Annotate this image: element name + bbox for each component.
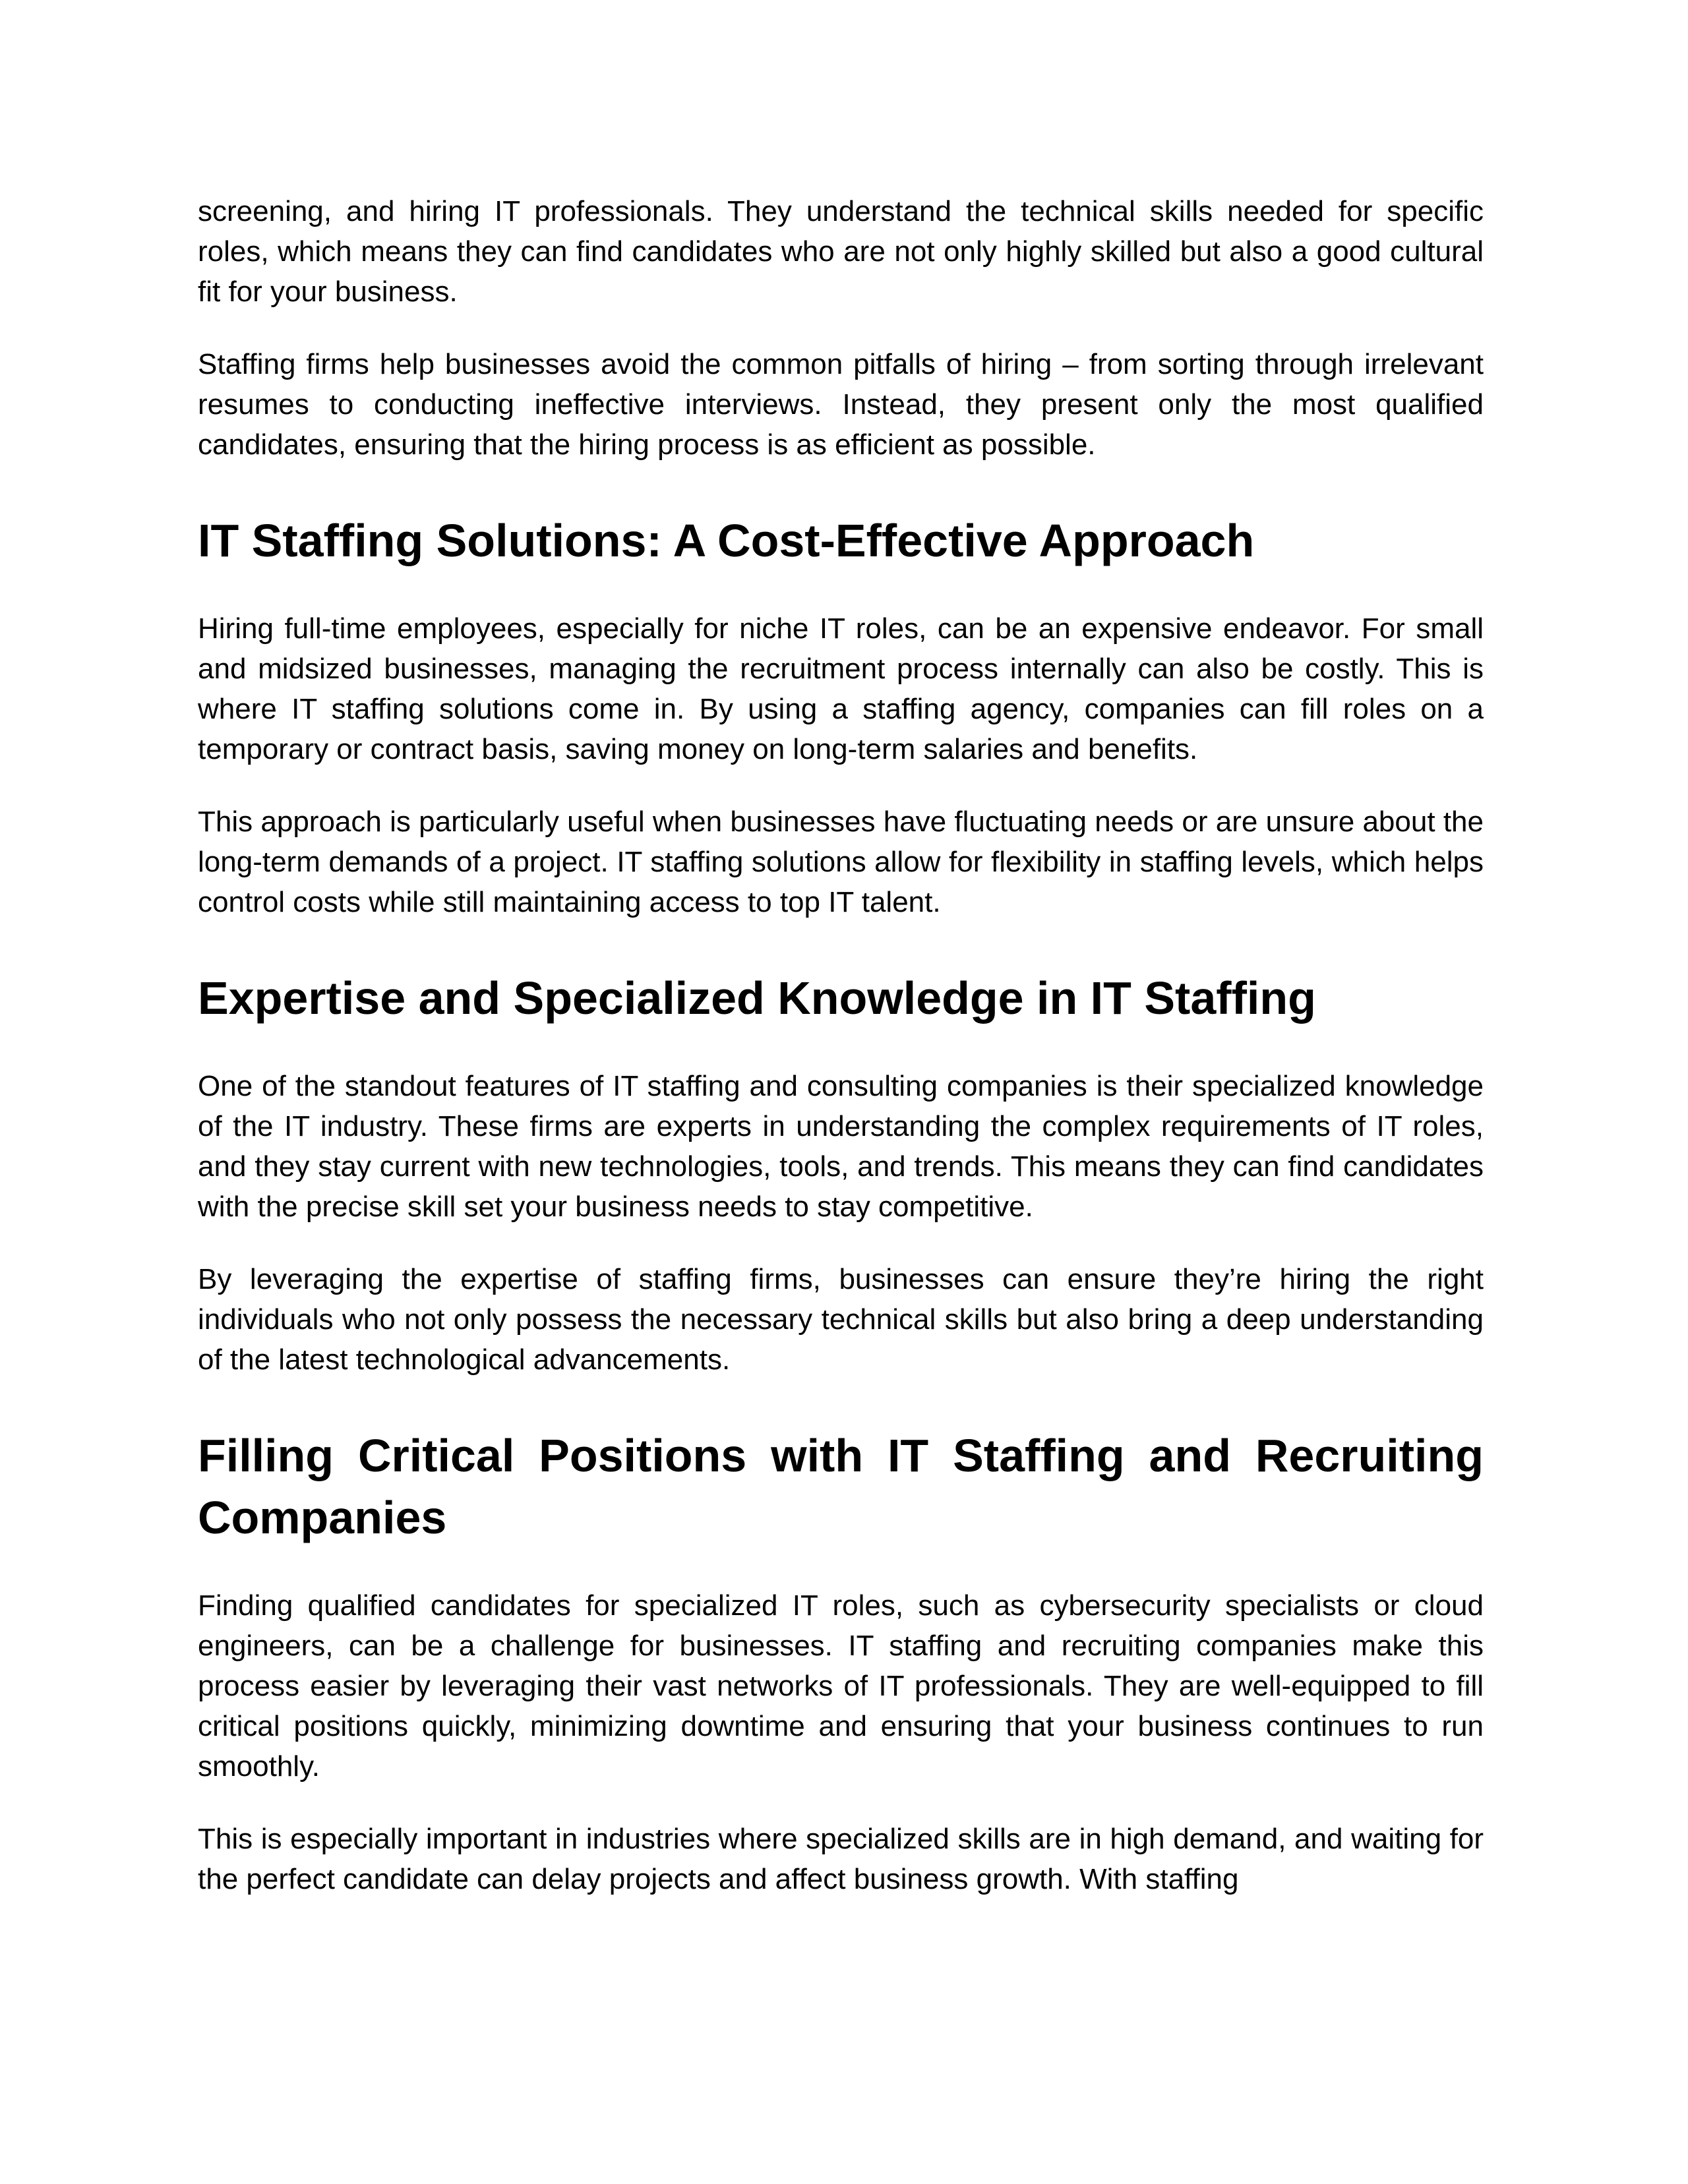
section-paragraph: By leveraging the expertise of staffing firms, businesses can ensure they’re hiring the right individuals who not only possess the necessary technical skills but also bring a deep understanding of the latest technological advancements. [198,1263,1484,1376]
section-paragraph: One of the standout features of IT staffing and consulting companies is their specialized knowledge of the IT industry. These firms are experts in understanding the complex requirements of IT roles, and they stay current with new technologies, tools, and trends. This means they can find candidates with the precise skill set your business needs to stay competitive. [198,1070,1484,1223]
intro-paragraph-2: Staffing firms help businesses avoid the common pitfalls of hiring – from sorting through irrelevant resumes to conducting ineffective interviews. Instead, they present only the most qualified candidates, ensuring that the hiring process is as efficient as possible. [198,348,1484,461]
section-heading-cost-effective: IT Staffing Solutions: A Cost-Effective Approach [198,515,1255,566]
document-page [198,191,1484,1899]
section-paragraph: This is especially important in industries where specialized skills are in high demand, and waiting for the perfect candidate can delay projects and affect business growth. With staffing [198,1823,1484,1895]
section-paragraph: Hiring full-time employees, especially for niche IT roles, can be an expensive endeavor. For small and midsized businesses, managing the recruitment process internally can also be costly. This is where IT staffing solutions come in. By using a staffing agency, companies can fill roles on a temporary or contract basis, saving money on long-term salaries and benefits. [198,612,1484,765]
intro-paragraph-1: screening, and hiring IT professionals. They understand the technical skills needed for specific roles, which means they can find candidates who are not only highly skilled but also a good cultural fit for your business. [198,195,1484,308]
section-paragraph: This approach is particularly useful when businesses have fluctuating needs or are unsure about the long-term demands of a project. IT staffing solutions allow for flexibility in staffing levels, which helps control costs while still maintaining access to top IT talent. [198,806,1484,918]
section-paragraph: Finding qualified candidates for specialized IT roles, such as cybersecurity specialists or cloud engineers, can be a challenge for businesses. IT staffing and recruiting companies make this process easier by leveraging their vast networks of IT professionals. They are well-equipped to fill critical positions quickly, minimizing downtime and ensuring that your business continues to run smoothly. [198,1589,1484,1783]
section-heading-expertise: Expertise and Specialized Knowledge in IT Staffing [198,972,1316,1024]
section-heading-critical-positions: Filling Critical Positions with IT Staffing and Recruiting Companies [198,1430,1484,1543]
